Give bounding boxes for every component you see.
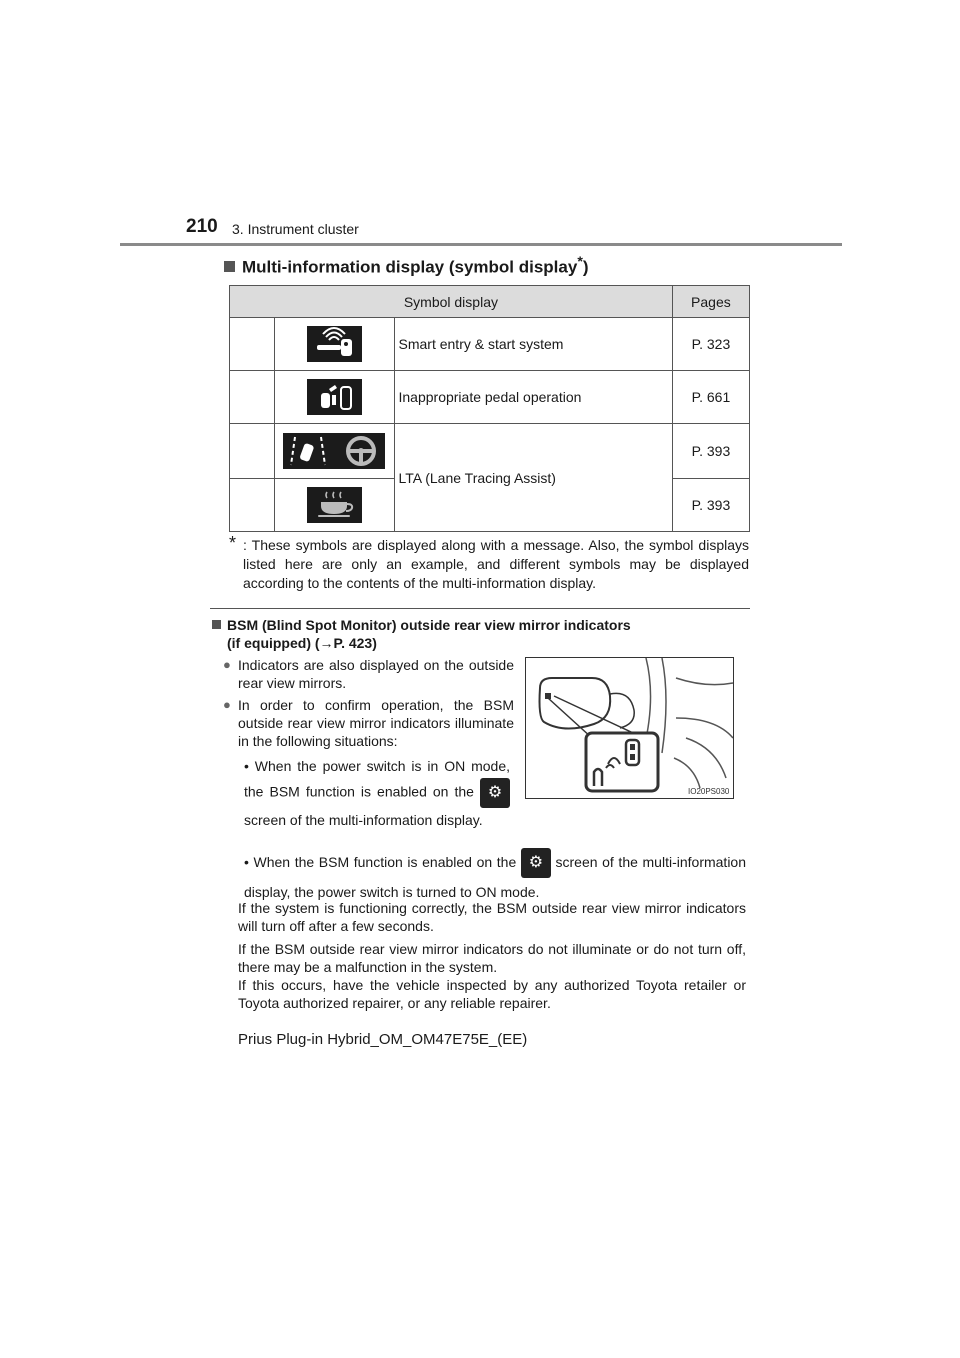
chapter-title: 3. Instrument cluster xyxy=(232,221,359,237)
section-divider xyxy=(210,608,750,609)
page-number: 210 xyxy=(186,216,218,237)
row-page: P. 661 xyxy=(672,371,749,424)
square-bullet-icon xyxy=(224,261,235,272)
row-label: Smart entry & start system xyxy=(394,318,672,371)
bsm-bullet-2: ● In order to confirm operation, the BSM outside rear view mirror indicators illuminate in the following situations: xyxy=(223,697,514,749)
table-row xyxy=(230,424,750,479)
settings-gear-icon: ⚙ xyxy=(521,848,551,878)
table-header-row xyxy=(230,286,750,318)
table-row xyxy=(230,318,750,371)
bsm-heading-line1: BSM (Blind Spot Monitor) outside rear view mirror indicators xyxy=(227,617,631,633)
footnote-mark: * xyxy=(229,533,237,553)
settings-gear-icon: ⚙ xyxy=(480,778,510,808)
footnote-text: : These symbols are displayed along with a message. Also, the symbol displays listed here are only an example, and different symbols may be displayed according to the contents of the multi-information display. xyxy=(243,537,749,591)
bsm-heading-line2: (if equipped) (→P. 423) xyxy=(227,635,377,651)
row-page: P. 393 xyxy=(672,424,749,479)
table-footnote xyxy=(229,533,749,593)
row-page: P. 323 xyxy=(672,318,749,371)
row-page: P. 393 xyxy=(672,479,749,532)
section-title-mark: * xyxy=(577,254,583,270)
row-label: Inappropriate pedal operation xyxy=(394,371,672,424)
mirror-illustration xyxy=(525,657,734,799)
bsm-paragraph-3: If this occurs, have the vehicle inspected by any authorized Toyota retailer or Toyota authorized repairer, or any reliable repairer. xyxy=(238,977,746,1011)
bsm-paragraph-2: If the BSM outside rear view mirror indicators do not illuminate or do not turn off, there may be a malfunction in the system. xyxy=(238,941,746,975)
column-header-pages: Pages xyxy=(672,286,749,318)
bullet-dot-icon: ● xyxy=(223,657,231,672)
smart-key-icon xyxy=(307,326,362,362)
pedal-warning-icon xyxy=(307,379,362,415)
bsm-sub-item-1: • When the power switch is in ON mode, the BSM function is enabled on the ⚙ screen of the multi-information display. xyxy=(244,758,510,828)
section-title-close: ) xyxy=(582,257,589,277)
square-bullet-icon xyxy=(212,620,221,629)
column-header-symbol: Symbol display xyxy=(230,286,673,318)
header-divider xyxy=(120,243,842,246)
section-title xyxy=(224,254,589,278)
symbol-table xyxy=(229,285,750,532)
figure-code: IO20PS030 xyxy=(688,787,730,796)
page-footer: Prius Plug-in Hybrid_OM_OM47E75E_(EE) xyxy=(238,1031,528,1048)
bsm-paragraph-1: If the system is functioning correctly, the BSM outside rear view mirror indicators will turn off after a few seconds. xyxy=(238,900,746,934)
bsm-heading xyxy=(212,616,631,652)
table-row xyxy=(230,371,750,424)
lane-steering-icon xyxy=(283,433,385,469)
coffee-cup-icon xyxy=(307,487,362,523)
row-label-lta: LTA (Lane Tracing Assist) xyxy=(394,424,672,532)
bsm-sub-item-2: • When the BSM function is enabled on the ⚙ screen of the multi-information display, the power switch is turned to ON mode. xyxy=(244,848,746,906)
section-title-text: Multi-information display (symbol display xyxy=(242,257,578,277)
bsm-bullet-1: ● Indicators are also displayed on the outside rear view mirrors. xyxy=(223,657,514,691)
bullet-dot-icon: ● xyxy=(223,697,231,712)
